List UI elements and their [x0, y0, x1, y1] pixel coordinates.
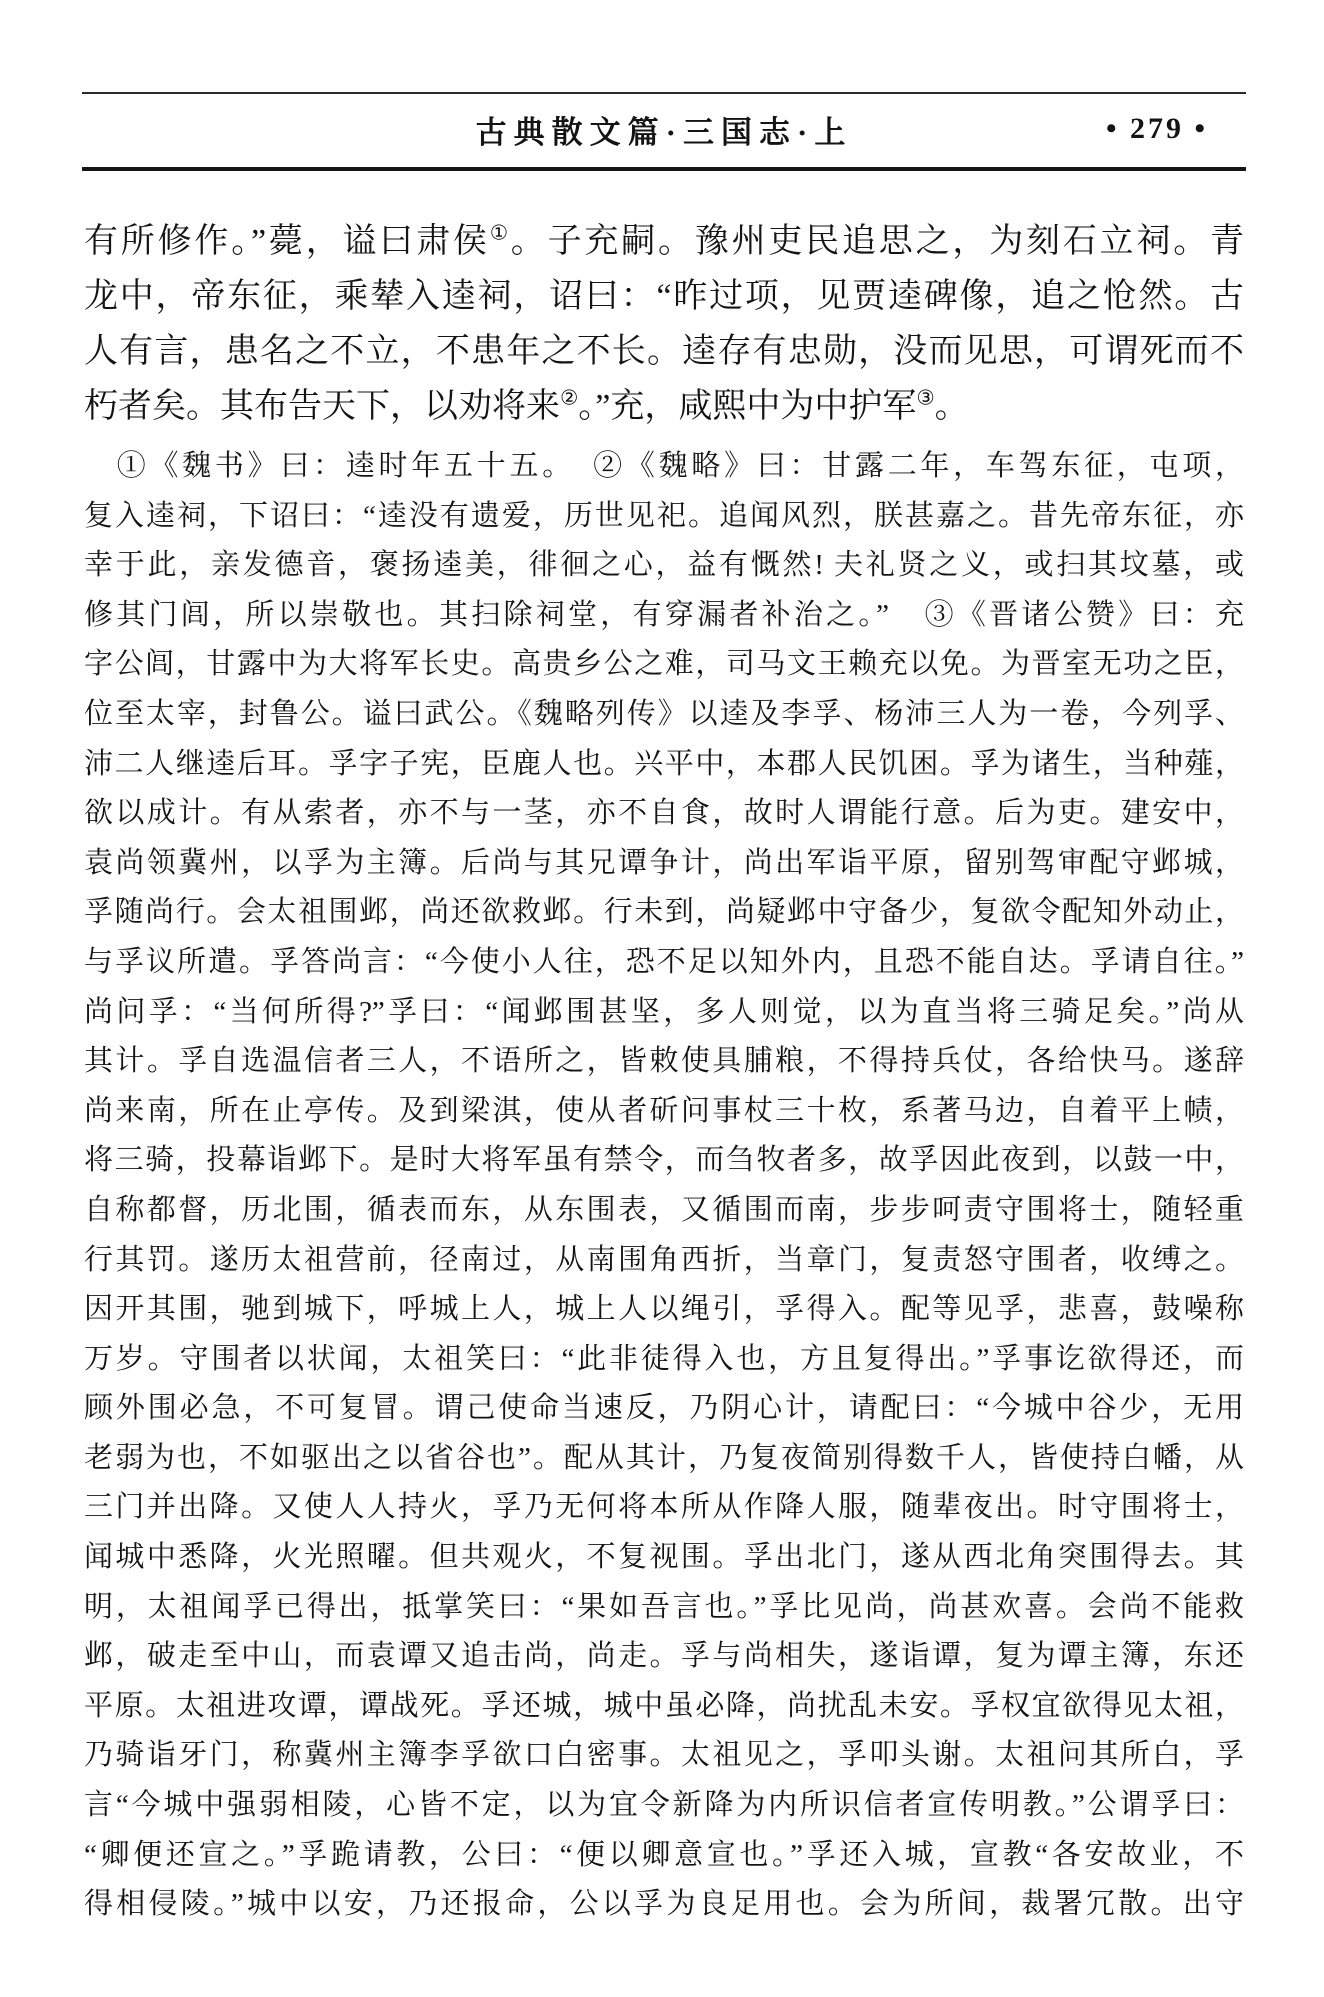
annotation-line: 欲以成计。有从索者，亦不与一茎，亦不自食，故时人谓能行意。后为吏。建安中，	[84, 797, 1244, 830]
annotation-line: 得相侵陵。”城中以安，乃还报命，公以孚为良足用也。会为所间，裁署冗散。出守	[84, 1888, 1244, 1921]
annotation-line: 尚来南，所在止亭传。及到梁淇，使从者斫问事杖三十枚，系著马边，自着平上帻，	[84, 1094, 1244, 1127]
annotation-line: 言“今城中强弱相陵，心皆不定，以为宜令新降为内所识信者宣传明教。”公谓孚曰：	[84, 1789, 1244, 1822]
main-text-block	[84, 214, 1244, 434]
main-text-line: 人有言，患名之不立，不患年之不长。逵存有忠勋，没而见思，可谓死而不	[84, 333, 1244, 370]
annotation-line: 字公闾，甘露中为大将军长史。高贵乡公之难，司马文王赖充以免。为晋室无功之臣，	[84, 648, 1244, 681]
annotation-line: 其计。孚自选温信者三人，不语所之，皆敕使具脯粮，不得持兵仗，各给快马。遂辞	[84, 1045, 1244, 1078]
annotation-line: 尚问孚：“当何所得?”孚曰：“闻邺围甚坚，多人则觉，以为直当将三骑足矣。”尚从	[84, 995, 1244, 1028]
annotation-line: 将三骑，投幕诣邺下。是时大将军虽有禁令，而刍牧者多，故孚因此夜到，以鼓一中，	[84, 1144, 1244, 1177]
annotation-line: 万岁。守围者以状闻，太祖笑曰：“此非徒得入也，方且复得出。”孚事讫欲得还，而	[84, 1342, 1244, 1375]
annotations-block	[84, 442, 1244, 1930]
annotation-line: 位至太宰，封鲁公。谥曰武公。《魏略列传》以逵及李孚、杨沛三人为一卷，今列孚、	[84, 697, 1244, 730]
annotation-line: 闻城中悉降，火光照曜。但共观火，不复视围。孚出北门，遂从西北角突围得去。其	[84, 1541, 1244, 1574]
annotation-line: 行其罚。遂历太祖营前，径南过，从南围角西折，当章门，复责怒守围者，收缚之。	[84, 1243, 1244, 1276]
annotation-line: 自称都督，历北围，循表而东，从东围表，又循围而南，步步呵责守围将士，随轻重	[84, 1193, 1244, 1226]
annotation-line: 修其门闾，所以崇敬也。其扫除祠堂，有穿漏者补治之。” ③《晋诸公赞》曰：充	[84, 598, 1244, 631]
annotation-line: 因开其围，驰到城下，呼城上人，城上人以绳引，孚得入。配等见孚，悲喜，鼓噪称	[84, 1293, 1244, 1326]
header-bottom-rule	[82, 167, 1246, 171]
header-top-rule	[82, 92, 1246, 94]
main-text-line: 有所修作。”薨，谥曰肃侯①。子充嗣。豫州吏民追思之，为刻石立祠。青	[84, 222, 1245, 260]
main-text-line: 龙中，帝东征，乘辇入逵祠，诏曰：“昨过项，见贾逵碑像，追之怆然。古	[84, 278, 1244, 315]
main-text-line: 朽者矣。其布告天下，以劝将来②。”充，咸熙中为中护军③。	[84, 387, 969, 425]
annotation-line: 三门并出降。又使人人持火，孚乃无何将本所从作降人服，随辈夜出。时守围将士，	[84, 1491, 1244, 1524]
page-header	[82, 98, 1246, 160]
annotation-line: 复入逵祠，下诏曰：“逵没有遗爱，历世见祀。追闻风烈，朕甚嘉之。昔先帝东征，亦	[84, 499, 1244, 532]
annotation-line: 乃骑诣牙门，称冀州主簿李孚欲口白密事。太祖见之，孚叩头谢。太祖问其所白，孚	[84, 1739, 1244, 1772]
page-number: • 279 •	[1105, 112, 1208, 145]
running-head-title: 古典散文篇·三国志·上	[475, 114, 853, 150]
annotation-line: 平原。太祖进攻谭，谭战死。孚还城，城中虽必降，尚扰乱未安。孚权宜欲得见太祖，	[84, 1689, 1244, 1722]
annotation-line: “卿便还宣之。”孚跪请教，公曰：“便以卿意宣也。”孚还入城，宣教“各安故业，不	[84, 1838, 1244, 1871]
annotation-line: 老弱为也，不如驱出之以省谷也”。配从其计，乃复夜简别得数千人，皆使持白幡，从	[84, 1441, 1244, 1474]
annotation-line: 与孚议所遣。孚答尚言：“今使小人往，恐不足以知外内，且恐不能自达。孚请自往。”	[84, 945, 1244, 978]
annotation-line: ①《魏书》曰：逵时年五十五。 ②《魏略》曰：甘露二年，车驾东征，屯项，	[84, 450, 1244, 482]
annotation-line: 沛二人继逵后耳。孚字子宪，臣鹿人也。兴平中，本郡人民饥困。孚为诸生，当种薤，	[84, 747, 1244, 780]
annotation-line: 幸于此，亲发德音，褒扬逵美，徘徊之心，益有慨然! 夫礼贤之义，或扫其坟墓，或	[84, 549, 1244, 582]
annotation-line: 孚随尚行。会太祖围邺，尚还欲救邺。行未到，尚疑邺中守备少，复欲令配知外动止，	[84, 896, 1244, 929]
annotation-line: 顾外围必急，不可复冒。谓己使命当速反，乃阴心计，请配曰：“今城中谷少，无用	[84, 1392, 1244, 1425]
annotation-line: 明，太祖闻孚已得出，抵掌笑曰：“果如吾言也。”孚比见尚，尚甚欢喜。会尚不能救	[84, 1590, 1244, 1623]
annotation-line: 袁尚领冀州，以孚为主簿。后尚与其兄谭争计，尚出军诣平原，留别驾审配守邺城，	[84, 846, 1244, 879]
annotation-line: 邺，破走至中山，而袁谭又追击尚，尚走。孚与尚相失，遂诣谭，复为谭主簿，东还	[84, 1640, 1244, 1673]
